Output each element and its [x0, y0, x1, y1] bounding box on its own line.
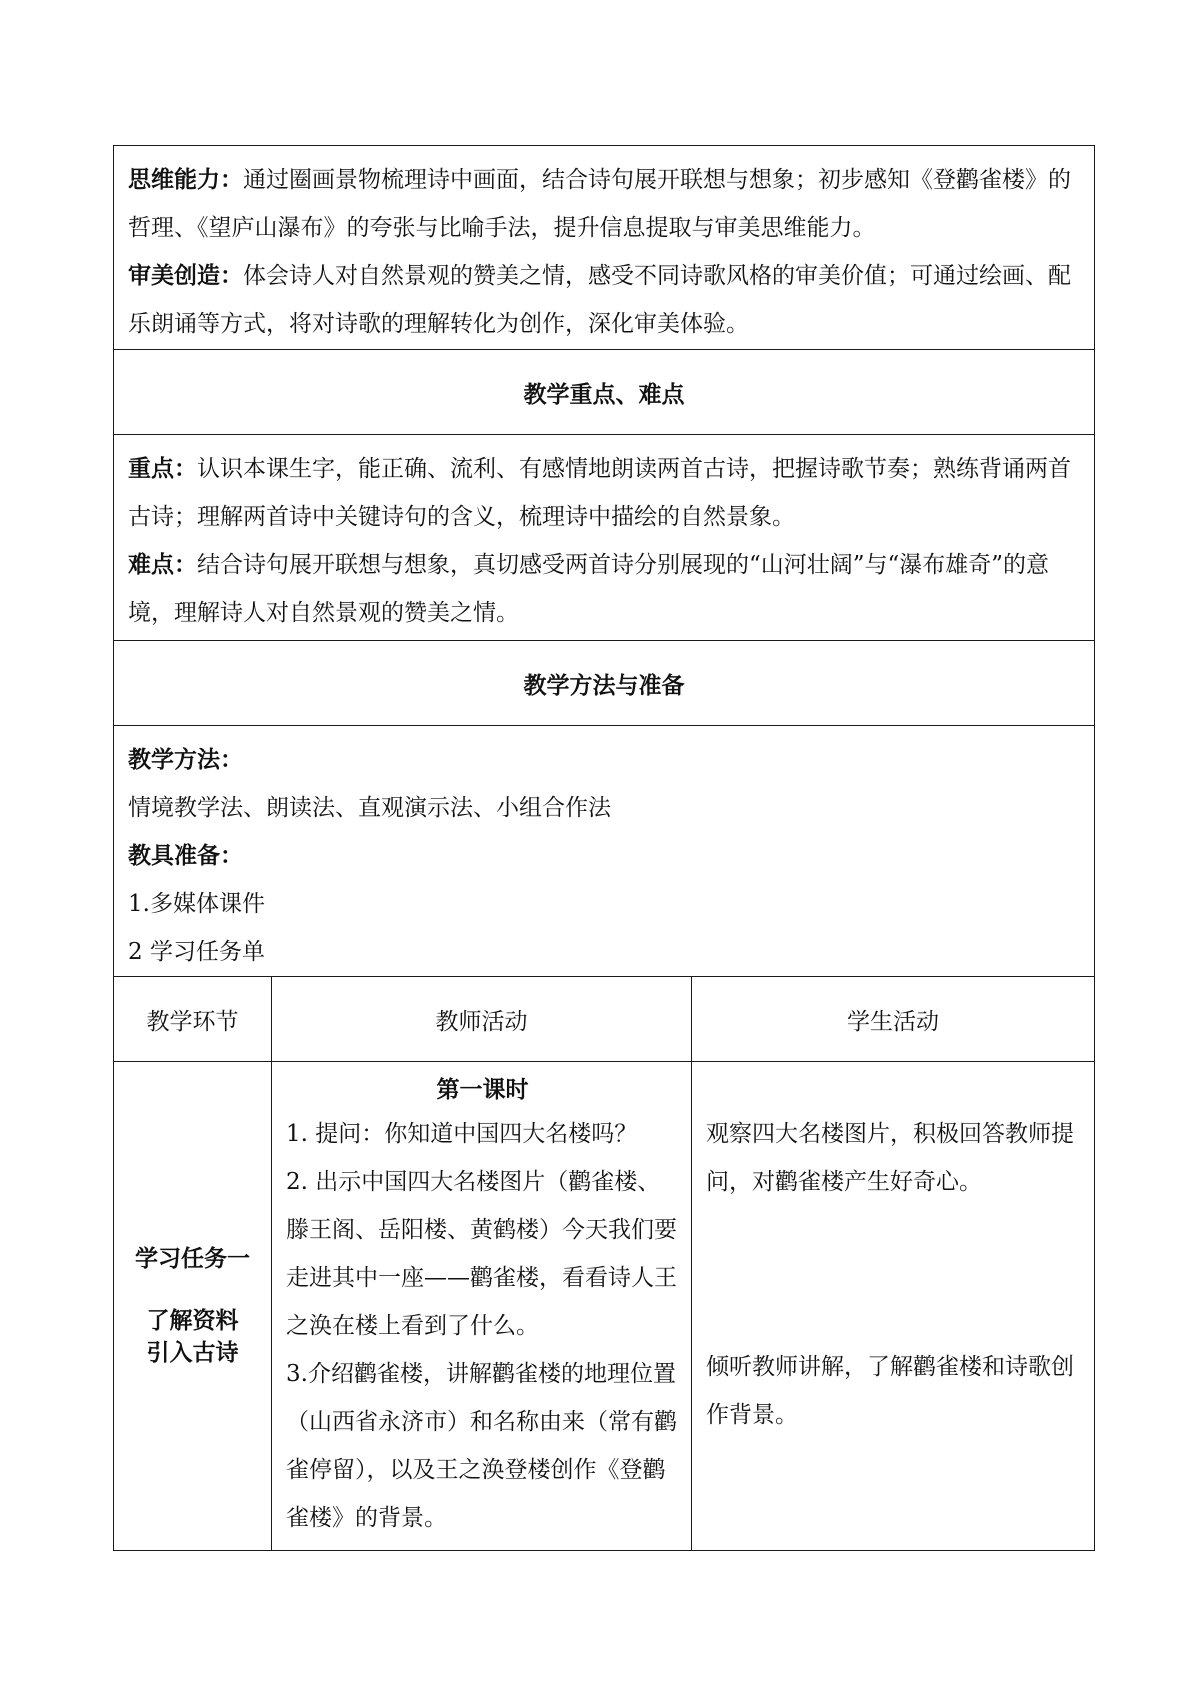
- tool-item: 2 学习任务单: [128, 939, 265, 965]
- student-step: 观察四大名楼图片，积极回答教师提问，对鹳雀楼产生好奇心。: [706, 1121, 1074, 1195]
- tools-label: 教具准备：: [128, 842, 243, 869]
- difficult-text: 结合诗句展开联想与想象，真切感受两首诗分别展现的“山河壮阔”与“瀑布雄奇”的意境，理解诗人对自然景观的赞美之情。: [128, 552, 1050, 626]
- objectives-cell: [114, 146, 1095, 350]
- key-points-cell: [114, 435, 1095, 641]
- teacher-activity-cell: [272, 1062, 692, 1551]
- aesthetic-label: 审美创造：: [128, 262, 243, 289]
- methods-text: 情境教学法、朗读法、直观演示法、小组合作法: [128, 795, 611, 821]
- aesthetic-text: 体会诗人对自然景观的赞美之情，感受不同诗歌风格的审美价值；可通过绘画、配乐朗诵等方式，将对诗歌的理解转化为创作，深化审美体验。: [128, 263, 1071, 337]
- thinking-paragraph: [128, 156, 1082, 252]
- stage-name-line1: 了解资料: [146, 1307, 239, 1334]
- key-points-row: [114, 435, 1095, 641]
- stage-name-line2: 引入古诗: [146, 1339, 239, 1366]
- teacher-step: 2. 出示中国四大名楼图片（鹳雀楼、滕王阁、岳阳楼、黄鹤楼）今天我们要走进其中一座——鹳雀楼，看看诗人王之涣在楼上看到了什么。: [286, 1169, 677, 1339]
- lesson-plan-table: [113, 145, 1095, 1551]
- lesson-title: 第一课时: [436, 1076, 529, 1103]
- student-step: 倾听教师讲解，了解鹳雀楼和诗歌创作背景。: [706, 1354, 1074, 1428]
- thinking-label: 思维能力：: [128, 166, 243, 193]
- student-activity-cell: [692, 1062, 1095, 1551]
- aesthetic-paragraph: [128, 252, 1082, 348]
- tool-item: 1.多媒体课件: [128, 891, 265, 917]
- stage-cell: [114, 1062, 272, 1551]
- difficult-label: 难点：: [128, 551, 197, 578]
- header-stage: 教学环节: [114, 977, 272, 1062]
- difficult-paragraph: [128, 541, 1082, 637]
- key-label: 重点：: [128, 455, 197, 482]
- teacher-step: 3.介绍鹳雀楼，讲解鹳雀楼的地理位置（山西省永济市）和名称由来（常有鹳雀停留），以及王之涣登楼创作《登鹳雀楼》的背景。: [286, 1361, 677, 1531]
- thinking-text: 通过圈画景物梳理诗中画面，结合诗句展开联想与想象；初步感知《登鹳雀楼》的哲理、《望庐山瀑布》的夸张与比喻手法，提升信息提取与审美思维能力。: [128, 167, 1071, 241]
- stage-task: 学习任务一: [135, 1245, 250, 1272]
- methods-label: 教学方法：: [128, 746, 243, 773]
- objectives-row: [114, 146, 1095, 350]
- key-paragraph: [128, 445, 1082, 541]
- key-points-heading: 教学重点、难点: [114, 350, 1095, 435]
- methods-heading: 教学方法与准备: [114, 641, 1095, 726]
- methods-heading-row: [114, 641, 1095, 726]
- key-points-heading-row: [114, 350, 1095, 435]
- teacher-step: 1. 提问：你知道中国四大名楼吗？: [286, 1121, 638, 1147]
- process-header-row: [114, 977, 1095, 1062]
- key-text: 认识本课生字，能正确、流利、有感情地朗读两首古诗，把握诗歌节奏；熟练背诵两首古诗；理解两首诗中关键诗句的含义，梳理诗中描绘的自然景象。: [128, 456, 1071, 530]
- process-row: [114, 1062, 1095, 1551]
- header-student: 学生活动: [692, 977, 1095, 1062]
- methods-row: [114, 726, 1095, 977]
- methods-cell: [114, 726, 1095, 977]
- header-teacher: 教师活动: [272, 977, 692, 1062]
